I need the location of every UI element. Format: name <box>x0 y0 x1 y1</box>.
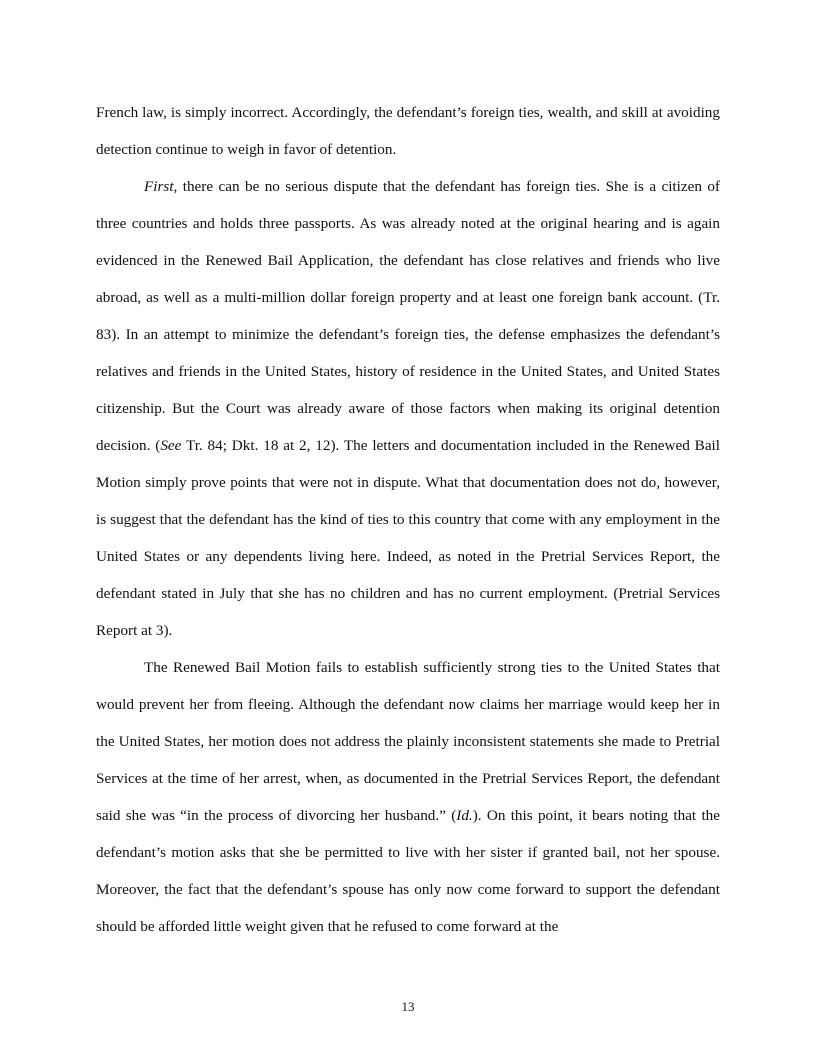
text-run: ). On this point, it bears noting that the defendant’s motion asks that she be permitted to live with her sister if granted bail, not her spouse. Moreover, the fact that the defendant’s spouse has only now come forward to support the defendant should be afforded little weight given that he refused to come forward at the <box>96 807 720 935</box>
text-run: French law, is simply incorrect. Accordingly, the defendant’s foreign ties, wealth, and skill at avoiding detection continue to weigh in favor of detention. <box>96 104 720 158</box>
paragraph-renewed-bail-motion <box>96 649 720 945</box>
text-run: Tr. 84; Dkt. 18 at 2, 12). The letters and documentation included in the Renewed Bail Motion simply prove points that were not in dispute. What that documentation does not do, however, is suggest that the defendant has the kind of ties to this country that come with any employment in the United States or any dependents living here. Indeed, as noted in the Pretrial Services Report, the defendant stated in July that she has no children and has no current employment. (Pretrial Services Report at 3). <box>96 437 720 639</box>
document-body <box>96 94 720 945</box>
paragraph-continuation <box>96 94 720 168</box>
text-run: , there can be no serious dispute that the defendant has foreign ties. She is a citizen of three countries and holds three passports. As was already noted at the original hearing and is again evidenced in the Renewed Bail Application, the defendant has close relatives and friends who live abroad, as well as a multi-million dollar foreign property and at least one foreign bank account. (Tr. 83). In an attempt to minimize the defendant’s foreign ties, the defense emphasizes the defendant’s relatives and friends in the United States, history of residence in the United States, and United States citizenship. But the Court was already aware of those factors when making its original detention decision. ( <box>96 178 720 454</box>
text-run-italic: First <box>144 178 174 195</box>
text-run-italic: Id. <box>456 807 473 824</box>
text-run: The Renewed Bail Motion fails to establish sufficiently strong ties to the United States that would prevent her from fleeing. Although the defendant now claims her marriage would keep her in the United States, her motion does not address the plainly inconsistent statements she made to Pretrial Services at the time of her arrest, when, as documented in the Pretrial Services Report, the defendant said she was “in the process of divorcing her husband.” ( <box>96 659 720 824</box>
page-number: 13 <box>401 999 415 1014</box>
text-run-italic: See <box>160 437 182 454</box>
paragraph-foreign-ties <box>96 168 720 649</box>
